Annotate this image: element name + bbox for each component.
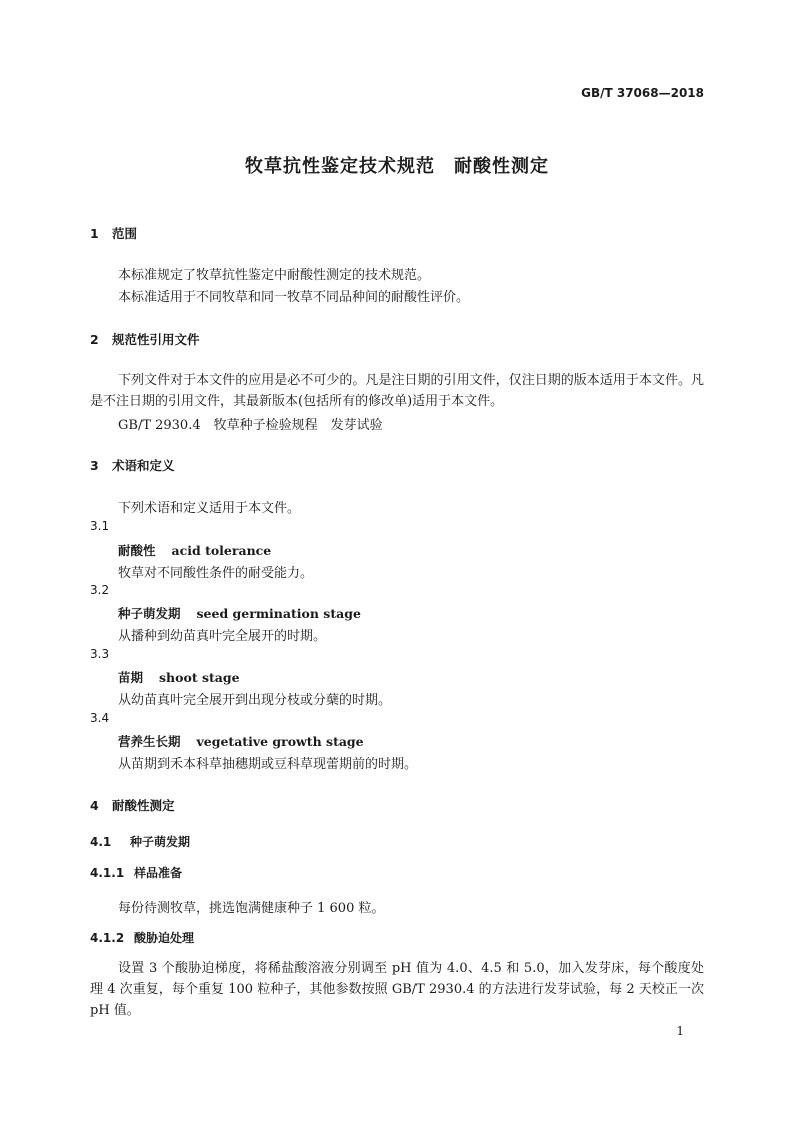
term-number: 3.3 xyxy=(90,647,110,661)
subsection-4-1-2-text: 设置 3 个酸胁迫梯度，将稀盐酸溶液分别调至 pH 值为 4.0、4.5 和 5.0，加入发芽床，每个酸度处理 4 次重复，每个重复 100 粒种子，其他参数按照 GB/T 2930.4 的方法进行发芽试验，每 2 天校正一次 pH 值。 xyxy=(90,961,704,1018)
term-name: 种子萌发期 seed germination stage xyxy=(118,606,361,621)
subsection-4-1-2-heading: 4.1.2 酸胁迫处理 xyxy=(90,931,195,945)
normative-reference: GB/T 2930.4 牧草种子检验规程 发芽试验 xyxy=(118,418,383,433)
section-2-paragraph: 下列文件对于本文件的应用是必不可少的。凡是注日期的引用文件，仅注日期的版本适用于本文件。凡是不注日期的引用文件，其最新版本(包括所有的修改单)适用于本文件。 xyxy=(90,373,704,409)
subsection-4-1-1-heading: 4.1.1 样品准备 xyxy=(90,866,183,880)
term-definition: 从幼苗真叶完全展开到出现分枝或分蘖的时期。 xyxy=(118,693,392,708)
section-2-heading: 2 规范性引用文件 xyxy=(90,332,200,347)
term-name: 营养生长期 vegetative growth stage xyxy=(118,734,364,749)
standard-number: GB/T 37068—2018 xyxy=(581,86,704,100)
term-name: 耐酸性 acid tolerance xyxy=(118,543,272,558)
section-1-paragraph-2: 本标准适用于不同牧草和同一牧草不同品种间的耐酸性评价。 xyxy=(118,290,470,305)
page-number: 1 xyxy=(676,1024,684,1038)
term-name: 苗期 shoot stage xyxy=(118,670,240,685)
subsection-4-1-heading: 4.1 种子萌发期 xyxy=(90,835,191,849)
section-1-paragraph-1: 本标准规定了牧草抗性鉴定中耐酸性测定的技术规范。 xyxy=(118,268,431,283)
term-number: 3.2 xyxy=(90,583,110,597)
term-definition: 从苗期到禾本科草抽穗期或豆科草现蕾期前的时期。 xyxy=(118,757,418,772)
section-4-heading: 4 耐酸性测定 xyxy=(90,798,175,813)
term-definition: 从播种到幼苗真叶完全展开的时期。 xyxy=(118,629,327,644)
term-number: 3.1 xyxy=(90,519,110,533)
section-3-heading: 3 术语和定义 xyxy=(90,458,175,473)
section-1-heading: 1 范围 xyxy=(90,226,138,241)
section-3-intro: 下列术语和定义适用于本文件。 xyxy=(118,501,301,516)
subsection-4-1-1-text: 每份待测牧草，挑选饱满健康种子 1 600 粒。 xyxy=(118,901,385,916)
term-number: 3.4 xyxy=(90,711,110,725)
document-title: 牧草抗性鉴定技术规范 耐酸性测定 xyxy=(245,156,549,177)
term-definition: 牧草对不同酸性条件的耐受能力。 xyxy=(118,566,314,581)
